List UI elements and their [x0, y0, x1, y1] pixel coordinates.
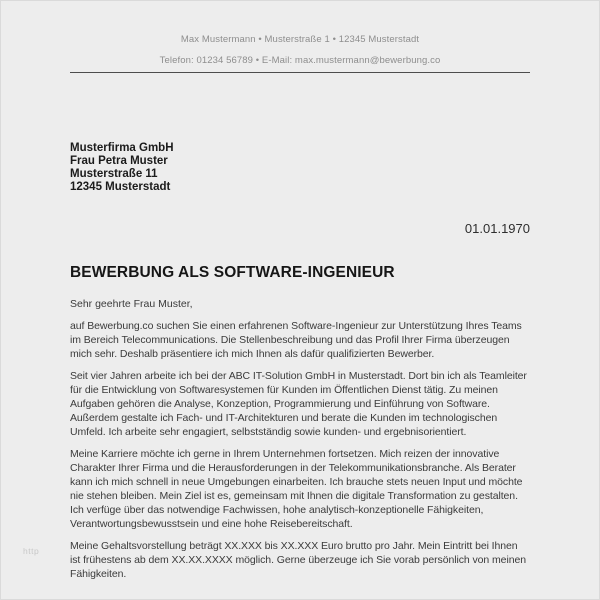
subject-line: BEWERBUNG ALS SOFTWARE-INGENIEUR — [70, 264, 395, 281]
watermark-fragment: http — [23, 546, 40, 556]
recipient-address-block — [70, 142, 530, 194]
letterhead-divider — [70, 72, 530, 73]
letterhead-phone-email-line: Telefon: 01234 56789 • E-Mail: max.mustermann@bewerbung.co — [159, 55, 441, 66]
recipient-contact-person: Frau Petra Muster — [70, 155, 168, 167]
letterhead-contact-line: Max Mustermann • Musterstraße 1 • 12345 Musterstadt — [180, 34, 420, 45]
body-paragraph-motivation: Meine Karriere möchte ich gerne in Ihrem Unternehmen fortsetzen. Mich reizen der innovative Charakter Ihrer Firma und die Herausforderungen in der Telekommunikationsbranche. Als Berater kann ich mich schnell in neue Umgebungen einarbeiten. Ich brauche stets neuen Input und möchte nie stehen bleiben. Mein Ziel ist es, gemeinsam mit Ihnen die digitale Transformation zu gestalten. Ich verfüge über das notwendige Fachwissen, hohe analytisch-konzeptionelle Fähigkeiten, Verantwortungsbewusstsein und eine hohe Reisebereitschaft. — [70, 448, 523, 530]
recipient-city: 12345 Musterstadt — [70, 181, 171, 193]
body-paragraph-experience: Seit vier Jahren arbeite ich bei der ABC IT-Solution GmbH in Musterstadt. Dort bin ich als Teamleiter für die Entwicklung von Softwaresystemen für Kunden im Öffentlichen Dienst tätig. Zu meinen Aufgaben gehören die Analyse, Konzeption, Programmierung und Einführung von Software. Außerdem gestalte ich Fach- und IT-Architekturen und berate die Kunden im technologischen Umfeld. Ich arbeite sehr engagiert, selbstständig sowie kunden- und ergebnisorientiert. — [70, 370, 527, 438]
letterhead — [70, 34, 530, 73]
salutation: Sehr geehrte Frau Muster, — [70, 298, 193, 310]
body-paragraph-salary: Meine Gehaltsvorstellung beträgt XX.XXX bis XX.XXX Euro brutto pro Jahr. Mein Eintritt bei Ihnen ist frühestens ab dem XX.XX.XXXX möglich. Gerne überzeuge ich Sie vorab persönlich von meinen Fähigkeiten. — [70, 540, 526, 580]
recipient-street: Musterstraße 11 — [70, 168, 158, 180]
recipient-company: Musterfirma GmbH — [70, 142, 174, 154]
body-paragraph-intro: auf Bewerbung.co suchen Sie einen erfahrenen Software-Ingenieur zur Unterstützung Ihres Teams im Bereich Telecommunications. Die Stellenbeschreibung und das Profil Ihrer Firma überzeugen mich sehr. Deshalb präsentiere ich mich Ihnen als dafür qualifizierten Bewerber. — [70, 320, 522, 360]
letter-date: 01.01.1970 — [464, 221, 530, 236]
